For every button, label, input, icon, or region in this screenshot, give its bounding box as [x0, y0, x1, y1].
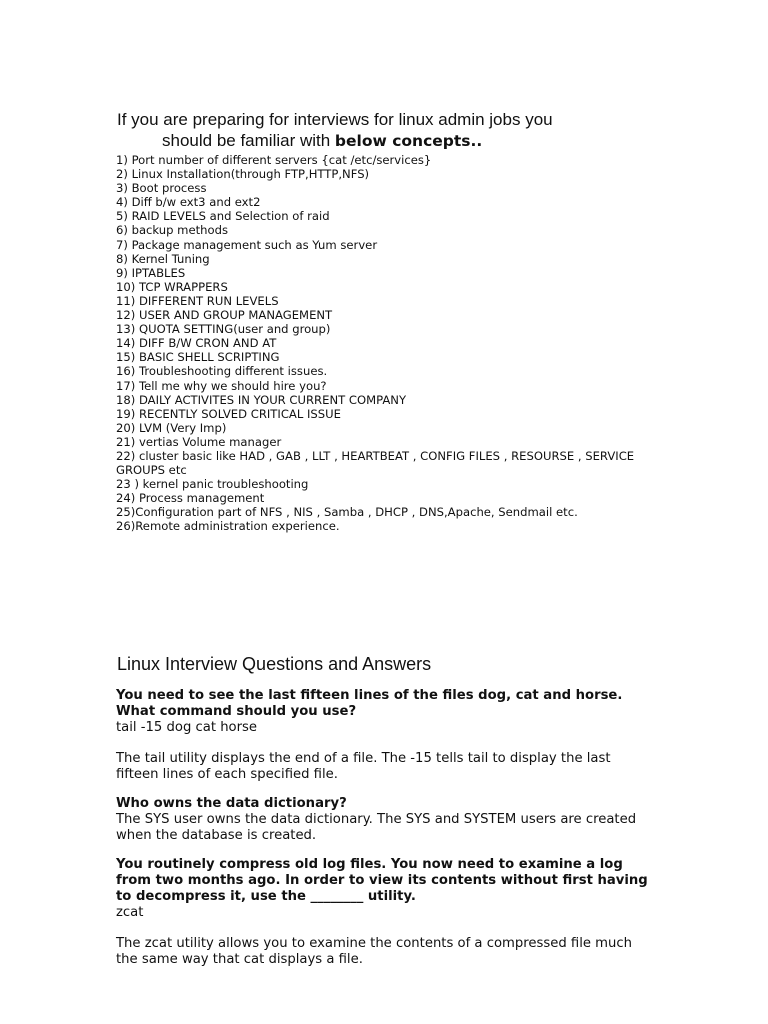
- list-item: 21) vertias Volume manager: [116, 434, 282, 449]
- list-item: 3) Boot process: [116, 181, 207, 196]
- qa-section: [116, 688, 656, 968]
- answer-text: zcat: [116, 905, 144, 920]
- spacer: [116, 736, 656, 751]
- question-text: You routinely compress old log files. You now need to examine a log from two months ago. In order to view its contents without first having to decompress it, use the ________ utility.: [116, 857, 648, 904]
- list-item: 2) Linux Installation(through FTP,HTTP,NFS): [116, 167, 370, 182]
- list-item: 26)Remote administration experience.: [116, 519, 340, 534]
- list-item: 4) Diff b/w ext3 and ext2: [116, 195, 261, 210]
- list-item: 11) DIFFERENT RUN LEVELS: [116, 293, 279, 308]
- list-item: 17) Tell me why we should hire you?: [116, 378, 327, 393]
- list-item: 22) cluster basic like HAD , GAB , LLT , HEARTBEAT , CONFIG FILES , RESOURSE , SERVICE GROUPS etc: [116, 448, 635, 478]
- intro-line-2-regular: should be familiar with: [162, 131, 335, 150]
- list-item: 18) DAILY ACTIVITES IN YOUR CURRENT COMPANY: [116, 392, 407, 407]
- list-item: 16) Troubleshooting different issues.: [116, 364, 328, 379]
- question-text: Who owns the data dictionary?: [116, 796, 347, 811]
- list-item: 10) TCP WRAPPERS: [116, 279, 228, 294]
- list-item: 7) Package management such as Yum server: [116, 237, 378, 252]
- list-item: 12) USER AND GROUP MANAGEMENT: [116, 308, 333, 323]
- intro-line-2: [117, 130, 553, 152]
- list-item: 25)Configuration part of NFS , NIS , Samba , DHCP , DNS,Apache, Sendmail etc.: [116, 505, 578, 520]
- list-item: 14) DIFF B/W CRON AND AT: [116, 336, 277, 351]
- question-text: You need to see the last fifteen lines of the files dog, cat and horse. What command should you use?: [116, 688, 623, 719]
- list-item: 5) RAID LEVELS and Selection of raid: [116, 209, 330, 224]
- list-item: 20) LVM (Very Imp): [116, 420, 227, 435]
- list-item: 23 ) kernel panic troubleshooting: [116, 477, 309, 492]
- list-item: 19) RECENTLY SOLVED CRITICAL ISSUE: [116, 406, 341, 421]
- spacer: [116, 783, 656, 796]
- section-title: Linux Interview Questions and Answers: [117, 654, 432, 674]
- explanation-text: The zcat utility allows you to examine the contents of a compressed file much the same way that cat displays a file.: [116, 936, 632, 967]
- explanation-text: The tail utility displays the end of a file. The -15 tells tail to display the last fifteen lines of each specified file.: [116, 751, 611, 782]
- answer-text: tail -15 dog cat horse: [116, 720, 258, 735]
- intro-heading: [117, 109, 553, 152]
- answer-text: The SYS user owns the data dictionary. The SYS and SYSTEM users are created when the database is created.: [116, 812, 637, 843]
- list-item: 6) backup methods: [116, 223, 228, 238]
- list-item: 24) Process management: [116, 491, 265, 506]
- list-item: 8) Kernel Tuning: [116, 251, 210, 266]
- concepts-list: [116, 153, 636, 534]
- list-item: 1) Port number of different servers {cat /etc/services}: [116, 153, 432, 167]
- intro-line-1: If you are preparing for interviews for linux admin jobs you: [117, 110, 553, 129]
- list-item: 13) QUOTA SETTING(user and group): [116, 322, 331, 337]
- spacer: [116, 921, 656, 936]
- spacer: [116, 844, 656, 857]
- list-item: 9) IPTABLES: [116, 265, 186, 280]
- intro-line-2-bold: below concepts..: [334, 132, 483, 150]
- list-item: 15) BASIC SHELL SCRIPTING: [116, 350, 280, 365]
